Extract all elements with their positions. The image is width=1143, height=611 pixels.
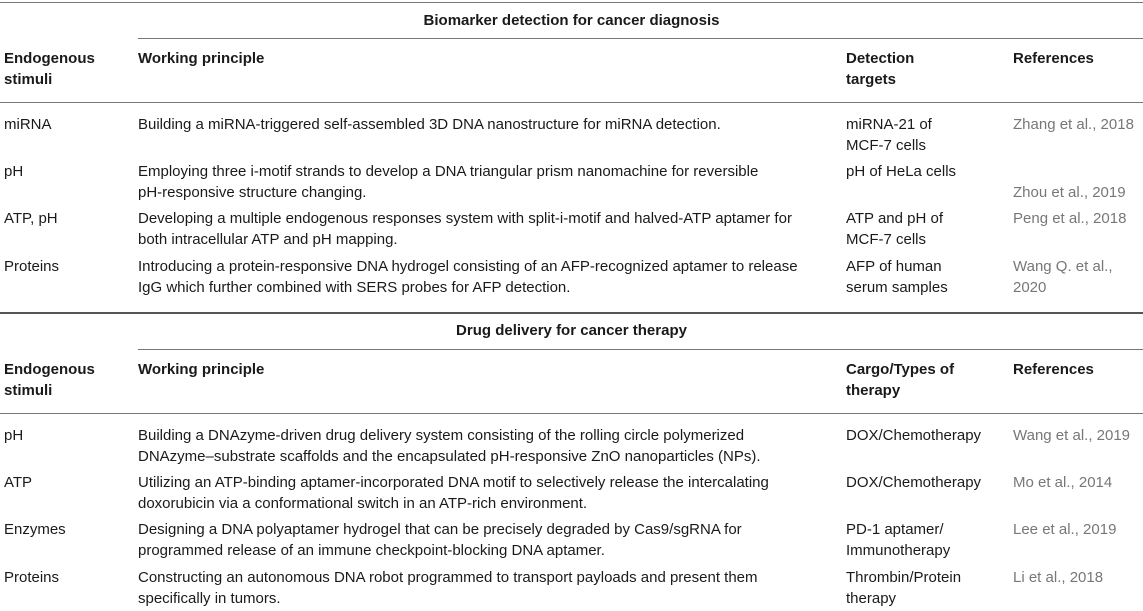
cell-principle: Developing a multiple endogenous responses system with split-i-motif and halved-ATP aptamer for both intracellular ATP and pH mapping. — [138, 210, 792, 248]
column-header: Cargo/Types of therapy — [846, 361, 955, 399]
cell-target: PD-1 aptamer/ Immunotherapy — [846, 521, 951, 559]
cell-reference: Li et al., 2018 — [1013, 569, 1104, 586]
cell-principle: Employing three i-motif strands to develop a DNA triangular prism nanomachine for reversible pH-responsive structure changing. — [138, 163, 759, 201]
cell-target: miRNA-21 of MCF-7 cells — [846, 116, 932, 154]
cell-stimuli: ATP — [4, 474, 33, 491]
cell-principle: Building a DNAzyme-driven drug delivery system consisting of the rolling circle polymerized DNAzyme–substrate scaffolds and the encapsulated pH-responsive ZnO nanoparticles (NPs). — [138, 427, 761, 465]
cell-target: DOX/Chemotherapy — [846, 427, 982, 444]
cell-reference: Wang Q. et al., 2020 — [1013, 258, 1113, 296]
column-header: Working principle — [138, 50, 265, 67]
cell-target: AFP of human serum samples — [846, 258, 948, 296]
cell-reference: Zhang et al., 2018 — [1013, 116, 1134, 133]
cell-stimuli: ATP, pH — [4, 210, 58, 227]
cell-reference: Lee et al., 2019 — [1013, 521, 1117, 538]
column-header: References — [1013, 50, 1094, 67]
cell-principle: Building a miRNA-triggered self-assembled 3D DNA nanostructure for miRNA detection. — [138, 116, 721, 133]
cell-principle: Introducing a protein-responsive DNA hydrogel consisting of an AFP-recognized aptamer to release IgG which further combined with SERS probes for AFP detection. — [138, 258, 798, 296]
cell-principle: Utilizing an ATP-binding aptamer-incorporated DNA motif to selectively release the intercalating doxorubicin via a conformational switch in an ATP-rich environment. — [138, 474, 769, 512]
section-divider — [138, 38, 1143, 39]
section-title: Biomarker detection for cancer diagnosis — [423, 12, 720, 29]
section-divider — [138, 349, 1143, 350]
cell-reference: Mo et al., 2014 — [1013, 474, 1113, 491]
cell-target: ATP and pH of MCF-7 cells — [846, 210, 944, 248]
table-rule — [0, 2, 1143, 3]
cell-reference: Wang et al., 2019 — [1013, 427, 1131, 444]
cell-principle: Designing a DNA polyaptamer hydrogel that can be precisely degraded by Cas9/sgRNA for programmed release of an immune checkpoint-blocking DNA aptamer. — [138, 521, 742, 559]
cell-stimuli: miRNA — [4, 116, 52, 133]
column-header: Endogenous stimuli — [4, 361, 95, 399]
cell-principle: Constructing an autonomous DNA robot programmed to transport payloads and present them specifically in tumors. — [138, 569, 758, 607]
column-header: Detection targets — [846, 50, 915, 88]
cell-target: Thrombin/Protein therapy — [846, 569, 962, 607]
cell-target: DOX/Chemotherapy — [846, 474, 982, 491]
cell-reference: Peng et al., 2018 — [1013, 210, 1127, 227]
cell-stimuli: Proteins — [4, 569, 60, 586]
column-header: Endogenous stimuli — [4, 50, 95, 88]
cell-target: pH of HeLa cells — [846, 163, 957, 180]
cell-reference: Zhou et al., 2019 — [1013, 184, 1126, 201]
section-title: Drug delivery for cancer therapy — [456, 322, 687, 339]
cell-stimuli: Enzymes — [4, 521, 66, 538]
column-header: References — [1013, 361, 1094, 378]
cell-stimuli: pH — [4, 427, 24, 444]
cell-stimuli: Proteins — [4, 258, 60, 275]
column-header: Working principle — [138, 361, 265, 378]
table-rule — [0, 312, 1143, 314]
table-rule — [0, 413, 1143, 414]
table-rule — [0, 102, 1143, 103]
cell-stimuli: pH — [4, 163, 24, 180]
